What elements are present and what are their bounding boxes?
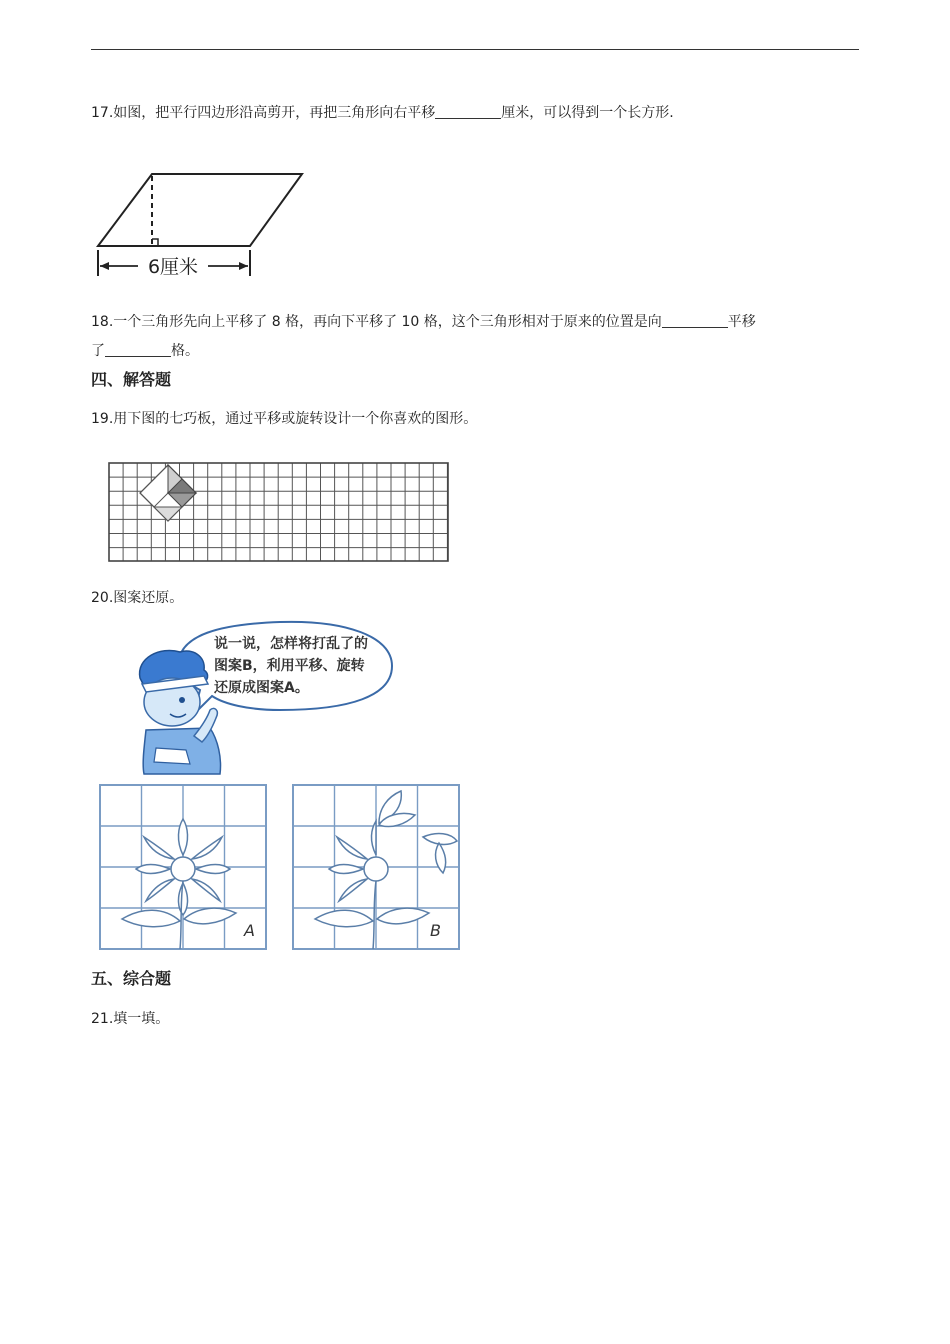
question-18-text-pre: 18.一个三角形先向上平移了 8 格，再向下平移了 10 格，这个三角形相对于原来的位置是向 (91, 314, 662, 330)
parallelogram-shape (98, 174, 302, 246)
answer-blank-18-count[interactable] (105, 342, 171, 357)
question-21-text: 21.填一填。 (91, 1011, 170, 1027)
question-17-text-pre: 17.如图，把平行四边形沿高剪开，再把三角形向右平移 (91, 105, 436, 121)
tangram-grid-figure (108, 462, 451, 564)
pattern-b-figure (291, 781, 463, 953)
bubble-line-2: 图案B，利用平移、旋转 (214, 658, 365, 674)
pattern-a-figure (98, 783, 270, 953)
answer-blank-17[interactable] (435, 104, 501, 119)
section-5-title: 五、综合题 (91, 969, 172, 988)
header-rule (91, 49, 859, 50)
parallelogram-figure (94, 168, 306, 280)
boy-book (154, 748, 190, 764)
question-17 (91, 103, 674, 123)
question-18-line-1 (91, 312, 756, 332)
question-18-text-mid: 平移 (727, 314, 756, 330)
cartoon-boy-illustration (130, 618, 400, 778)
question-18-line-2 (91, 341, 199, 361)
bubble-line-3: 还原成图案A。 (214, 680, 309, 696)
dimension-label: 6厘米 (147, 256, 199, 278)
question-17-text-post: 厘米，可以得到一个长方形. (501, 105, 674, 121)
question-18-text-post: 格。 (171, 343, 199, 359)
question-18-text-line2-pre: 了 (91, 343, 105, 359)
arrow-right-icon (239, 262, 248, 270)
boy-eye (179, 697, 185, 703)
question-19-text: 19.用下图的七巧板，通过平移或旋转设计一个你喜欢的图形。 (91, 411, 478, 427)
answer-blank-18-direction[interactable] (662, 313, 728, 328)
pattern-b-label: B (430, 921, 441, 940)
question-20-text: 20.图案还原。 (91, 590, 184, 606)
pattern-a-label: A (244, 921, 255, 940)
bubble-line-1: 说一说，怎样将打乱了的 (214, 636, 368, 652)
arrow-left-icon (100, 262, 109, 270)
section-4-title: 四、解答题 (91, 370, 172, 389)
